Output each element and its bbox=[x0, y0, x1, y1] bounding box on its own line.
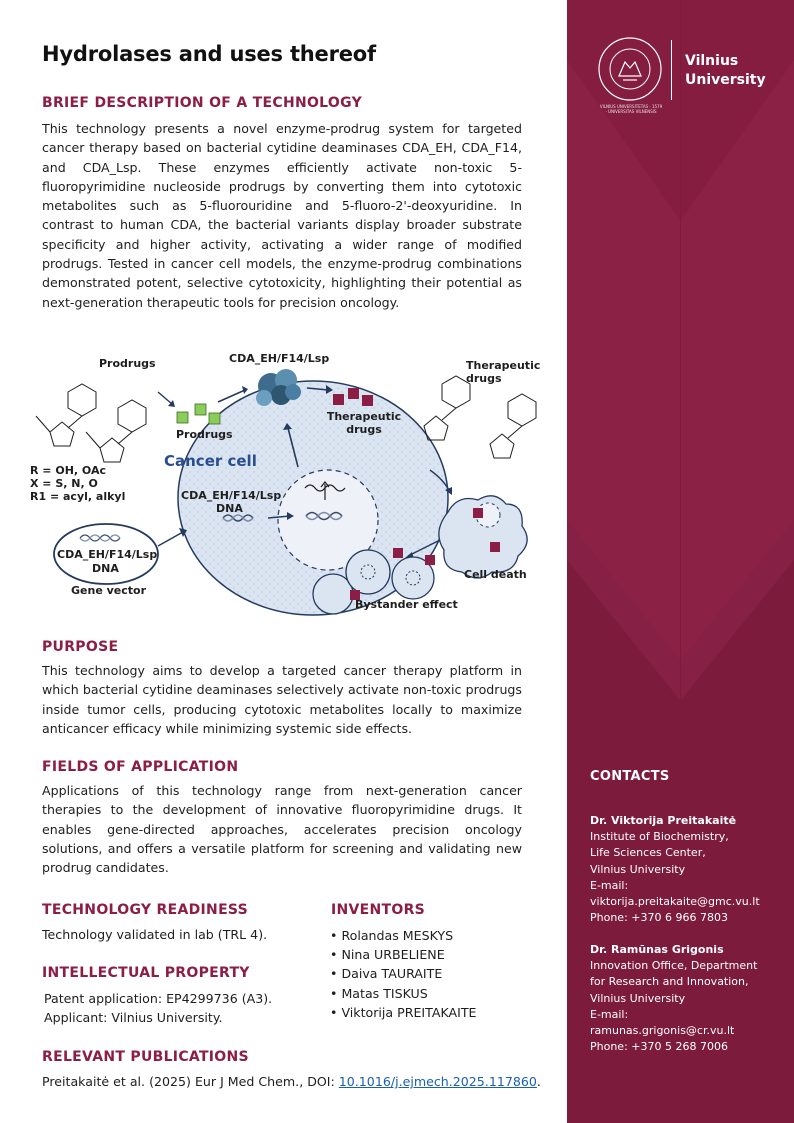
logo-wordmark bbox=[685, 52, 766, 90]
contacts-heading: CONTACTS bbox=[590, 769, 670, 784]
contact-1-line3: Vilnius University bbox=[590, 862, 686, 876]
fig-legend-r: R = OH, OAc bbox=[30, 464, 107, 477]
readiness-text: Technology validated in lab (TRL 4). bbox=[42, 927, 268, 942]
contact-2-line3: Vilnius University bbox=[590, 991, 686, 1005]
purpose-heading: PURPOSE bbox=[42, 639, 119, 655]
fig-cell-death: Cell death bbox=[464, 568, 527, 581]
doi-link[interactable]: 10.1016/j.ejmech.2025.117860 bbox=[338, 1074, 537, 1089]
fig-vector-label-2: DNA bbox=[92, 562, 119, 575]
prodrug-square bbox=[177, 412, 188, 423]
purpose-text: This technology aims to develop a targeted cancer therapy platform in which bacterial cytidine deaminases selectively activate non-toxic prodrugs inside tumor cells, producing cytotoxic metabolites locally to maximize anticancer efficacy while minimizing systemic side effects. bbox=[42, 663, 522, 736]
logo-line2: University bbox=[685, 72, 766, 88]
fig-legend-r1: R1 = acyl, alkyl bbox=[30, 490, 126, 503]
prodrug-square bbox=[195, 404, 206, 415]
contact-1-phone: Phone: +370 6 966 7803 bbox=[590, 911, 728, 925]
contact-2-line2: for Research and Innovation, bbox=[590, 975, 749, 989]
inventor-item: • Rolandas MESKYS bbox=[330, 926, 476, 945]
bystander-cell bbox=[346, 550, 390, 594]
contact-2-email-label: E-mail: bbox=[590, 1007, 629, 1021]
prodrug-structure bbox=[36, 384, 146, 462]
fields-heading: FIELDS OF APPLICATION bbox=[42, 759, 239, 775]
readiness-heading: TECHNOLOGY READINESS bbox=[42, 902, 249, 918]
fig-enzyme-label: CDA_EH/F14/Lsp bbox=[229, 352, 330, 365]
contact-1-email[interactable]: viktorija.preitakaite@gmc.vu.lt bbox=[590, 895, 760, 909]
drug-square bbox=[333, 394, 344, 405]
contact-1-line2: Life Sciences Center, bbox=[590, 846, 706, 860]
ip-heading: INTELLECTUAL PROPERTY bbox=[42, 965, 250, 981]
university-seal bbox=[597, 36, 663, 102]
fig-bystander: Bystander effect bbox=[355, 598, 458, 611]
inventor-item: • Matas TISKUS bbox=[330, 984, 476, 1003]
fig-dna-label-2: DNA bbox=[216, 502, 243, 515]
prodrug-square bbox=[209, 413, 220, 424]
citation-end: . bbox=[536, 1074, 541, 1089]
contact-2-phone: Phone: +370 5 268 7006 bbox=[590, 1040, 728, 1054]
inventors-list bbox=[330, 926, 476, 1022]
drug-structure bbox=[424, 376, 536, 458]
fig-therapeutic-outer: Therapeutic drugs bbox=[466, 359, 541, 385]
contact-2-line1: Innovation Office, Department bbox=[590, 959, 758, 973]
contact-2-name: Dr. Ramūnas Grigonis bbox=[590, 943, 724, 956]
contact-1-line1: Institute of Biochemistry, bbox=[590, 830, 729, 844]
fig-cancer-cell: Cancer cell bbox=[164, 452, 257, 470]
fig-prodrugs-inner: Prodrugs bbox=[176, 428, 233, 441]
contact-2-email[interactable]: ramunas.grigonis@cr.vu.lt bbox=[590, 1024, 735, 1038]
fig-legend-x: X = S, N, O bbox=[30, 477, 98, 490]
brief-heading: BRIEF DESCRIPTION OF A TECHNOLOGY bbox=[42, 95, 363, 111]
fig-dna-label-1: CDA_EH/F14/Lsp bbox=[181, 489, 282, 502]
inventor-item: • Daiva TAURAITE bbox=[330, 964, 476, 983]
page-title: Hydrolases and uses thereof bbox=[42, 42, 376, 66]
contact-1-name: Dr. Viktorija Preitakaitė bbox=[590, 814, 737, 827]
contact-2 bbox=[590, 942, 757, 1055]
fig-vector-label-1: CDA_EH/F14/Lsp bbox=[57, 548, 158, 561]
citation-text: Preitakaitė et al. (2025) Eur J Med Chem., DOI: bbox=[42, 1074, 339, 1089]
seal-text: VILNIUS UNIVERSITETAS · 1579 · UNIVERSITAS VILNENSIS bbox=[599, 104, 663, 114]
drug-square bbox=[362, 395, 373, 406]
inventors-heading: INVENTORS bbox=[331, 902, 426, 918]
brief-text: This technology presents a novel enzyme-prodrug system for targeted cancer therapy based on bacterial cytidine deaminases CDA_EH, CDA_F14, and CDA_Lsp. These enzymes efficiently activate non-toxic 5-fluoropyrimidine nucleoside prodrugs by converting them into cytotoxic metabolites such as 5-fluorouridine and 5-fluoro-2'-deoxyuridine. In contrast to human CDA, the bacterial variants display broader substrate specificity and higher activity, activating a wider range of modified prodrugs. Tested in cancer cell models, the enzyme-prodrug combinations demonstrated potent, selective cytotoxicity, highlighting their potential as next-generation therapeutic tools for precision oncology. bbox=[42, 121, 522, 310]
logo-divider bbox=[671, 40, 672, 100]
inventor-item: • Viktorija PREITAKAITE bbox=[330, 1003, 476, 1022]
fig-prodrugs-label: Prodrugs bbox=[99, 357, 156, 370]
contact-1-email-label: E-mail: bbox=[590, 878, 629, 892]
publication-citation bbox=[42, 1072, 541, 1091]
inventor-item: • Nina URBELIENE bbox=[330, 945, 476, 964]
ip-line1: Patent application: EP4299736 (A3). bbox=[44, 991, 273, 1006]
fig-therapeutic-inner: Therapeutic drugs bbox=[326, 410, 402, 436]
publications-heading: RELEVANT PUBLICATIONS bbox=[42, 1049, 249, 1065]
drug-square bbox=[348, 388, 359, 399]
fig-gene-vector: Gene vector bbox=[71, 584, 147, 597]
fields-text: Applications of this technology range from next-generation cancer therapies to the development of innovative fluoropyrimidine drugs. It enables gene-directed approaches, accelerates precision oncology solutions, and offers a versatile platform for screening and validating new prodrug candidates. bbox=[42, 783, 522, 876]
ip-line2: Applicant: Vilnius University. bbox=[44, 1010, 223, 1025]
logo-line1: Vilnius bbox=[685, 53, 739, 69]
contact-1 bbox=[590, 813, 760, 926]
